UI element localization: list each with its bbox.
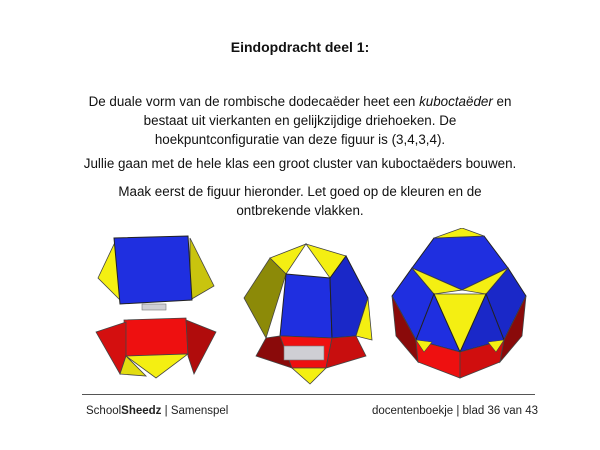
paragraph-intro-part1: De duale vorm van de rombische dodecaëder heet een	[88, 94, 420, 109]
paragraph-cluster: Jullie gaan met de hele klas een groot cluster van kuboctaëders bouwen.	[83, 156, 517, 171]
brand-school: School	[86, 405, 122, 417]
term-kuboctaeder: kuboctaëder	[419, 94, 493, 109]
paragraph-intro	[80, 92, 520, 149]
footer-brand	[86, 405, 228, 417]
yellow-face	[434, 228, 484, 238]
footer-section: Samenspel	[170, 405, 229, 417]
paragraph-instruction: Maak eerst de figuur hieronder. Let goed op de kleuren en de ontbrekende vlakken.	[118, 184, 482, 218]
figure-row	[86, 228, 530, 388]
cuboctahedron-partial-icon	[236, 228, 376, 388]
red-face	[186, 320, 216, 374]
blue-face	[114, 236, 192, 304]
page-title: Eindopdracht deel 1:	[230, 39, 370, 55]
yellow-face	[190, 238, 214, 300]
grey-tab	[284, 346, 324, 360]
red-face	[96, 322, 126, 374]
footer-page-info: docentenboekje | blad 36 van 43	[371, 405, 538, 417]
yellow-face	[244, 258, 286, 338]
grey-tab	[142, 304, 166, 310]
cuboctahedron-exploded-icon	[86, 228, 226, 388]
cuboctahedron-complete-icon	[388, 228, 530, 388]
brand-sheedz: Sheedz	[121, 405, 162, 417]
yellow-face	[292, 368, 326, 384]
footer-separator: |	[161, 405, 171, 417]
red-face	[326, 336, 366, 368]
footer-divider	[82, 394, 535, 395]
paragraph-intro-part2: en bestaat uit vierkanten en gelijkzijdige driehoeken. De hoekpuntconfiguratie van deze figuur is (3,4,3,4).	[143, 94, 512, 147]
red-face	[124, 318, 188, 356]
blue-face	[280, 274, 332, 338]
